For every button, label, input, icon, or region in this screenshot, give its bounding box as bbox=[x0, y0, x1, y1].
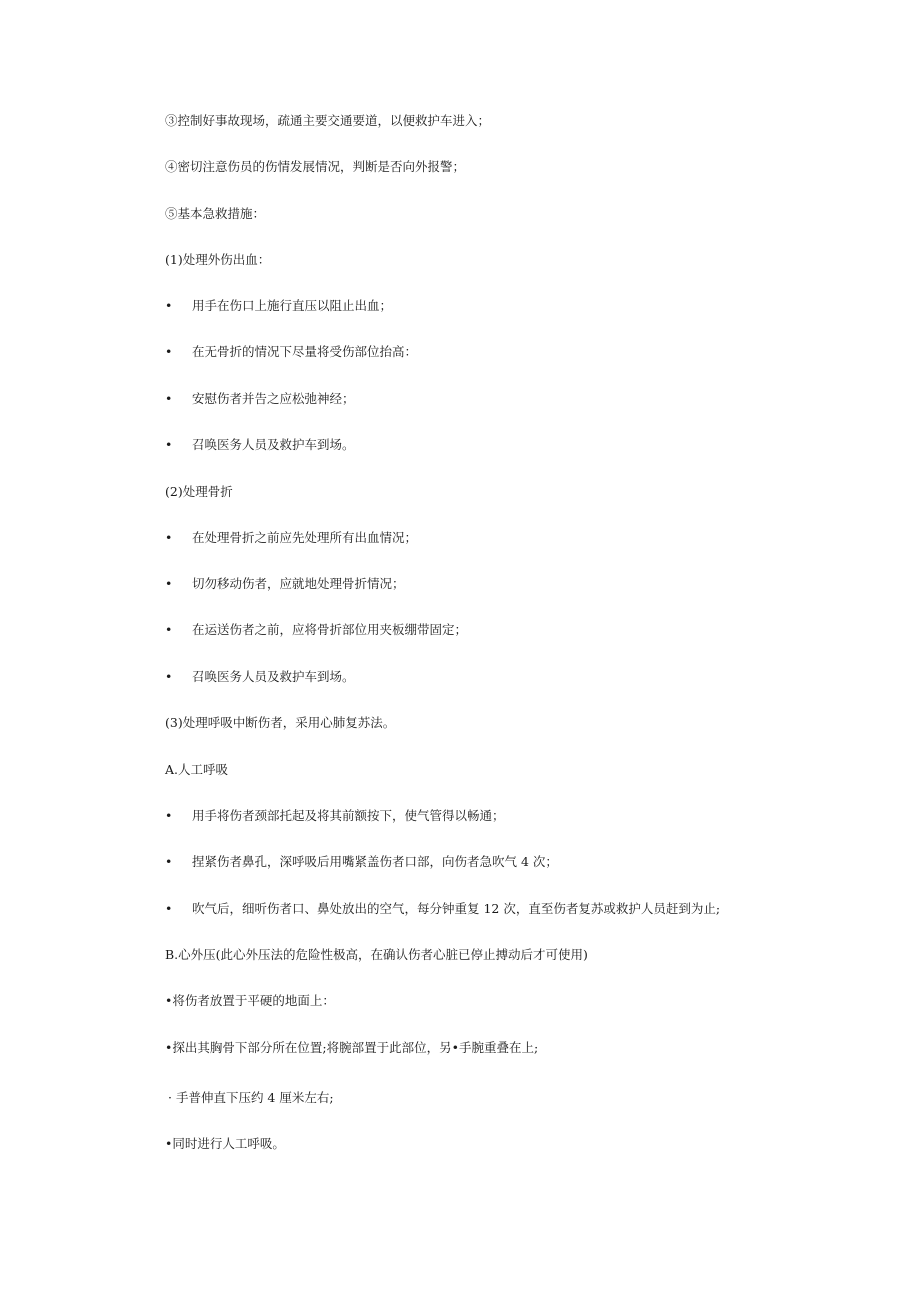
bleeding-step: 用手在伤口上施行直压以阻止出血； bbox=[192, 298, 393, 313]
fracture-step: 切勿移动伤者，应就地处理骨折情况； bbox=[192, 576, 405, 591]
bullet-marker: • bbox=[165, 576, 173, 591]
subheading-chest-compression: B.心外压(此心外压法的危险性极高，在确认伤者心脏已停止搏动后才可使用) bbox=[165, 947, 588, 962]
bleeding-step: 召唤医务人员及救护车到场。 bbox=[192, 437, 355, 452]
fracture-step: 在运送伤者之前，应将骨折部位用夹板绷带固定； bbox=[192, 622, 468, 637]
heading-bleeding: (1)处理外伤出血： bbox=[165, 252, 271, 267]
compression-step: •将伤者放置于平硬的地面上： bbox=[165, 993, 335, 1008]
item-4-monitor-injury: ④密切注意伤员的伤情发展情况，判断是否向外报警； bbox=[165, 159, 466, 174]
heading-fracture: (2)处理骨折 bbox=[165, 484, 233, 499]
fracture-step: 召唤医务人员及救护车到场。 bbox=[192, 669, 355, 684]
bullet-marker: • bbox=[165, 344, 173, 359]
bullet-marker: • bbox=[165, 298, 173, 313]
fracture-step: 在处理骨折之前应先处理所有出血情况； bbox=[192, 530, 418, 545]
compression-step: •同时进行人工呼吸。 bbox=[165, 1136, 285, 1151]
item-5-basic-first-aid: ⑤基本急救措施： bbox=[165, 206, 266, 221]
breathing-step: 捏紧伤者鼻孔，深呼吸后用嘴紧盖伤者口部，向伤者急吹气 4 次； bbox=[192, 854, 558, 869]
breathing-step: 用手将伤者颈部托起及将其前额按下，使气管得以畅通； bbox=[192, 808, 505, 823]
bullet-marker: • bbox=[165, 437, 173, 452]
compression-step: · 手普伸直下压约 4 厘米左右; bbox=[168, 1090, 334, 1105]
bullet-marker: • bbox=[165, 854, 173, 869]
breathing-step: 吹气后，细听伤者口、鼻处放出的空气，每分钟重复 12 次，直至伤者复苏或救护人员赶到为止; bbox=[192, 901, 721, 916]
bullet-marker: • bbox=[165, 808, 173, 823]
bleeding-step: 在无骨折的情况下尽量将受伤部位抬高： bbox=[192, 344, 418, 359]
bullet-marker: • bbox=[165, 901, 173, 916]
bleeding-step: 安慰伤者并告之应松弛神经； bbox=[192, 391, 355, 406]
compression-step: •探出其胸骨下部分所在位置;将腕部置于此部位，另•手腕重叠在上; bbox=[165, 1040, 539, 1055]
subheading-artificial-respiration: A.人工呼吸 bbox=[165, 762, 229, 777]
item-3-control-scene: ③控制好事故现场，疏通主要交通要道，以便救护车进入； bbox=[165, 113, 491, 128]
bullet-marker: • bbox=[165, 530, 173, 545]
bullet-marker: • bbox=[165, 669, 173, 684]
heading-breathing: (3)处理呼吸中断伤者，采用心肺复苏法。 bbox=[165, 715, 396, 730]
bullet-marker: • bbox=[165, 391, 173, 406]
bullet-marker: • bbox=[165, 622, 173, 637]
